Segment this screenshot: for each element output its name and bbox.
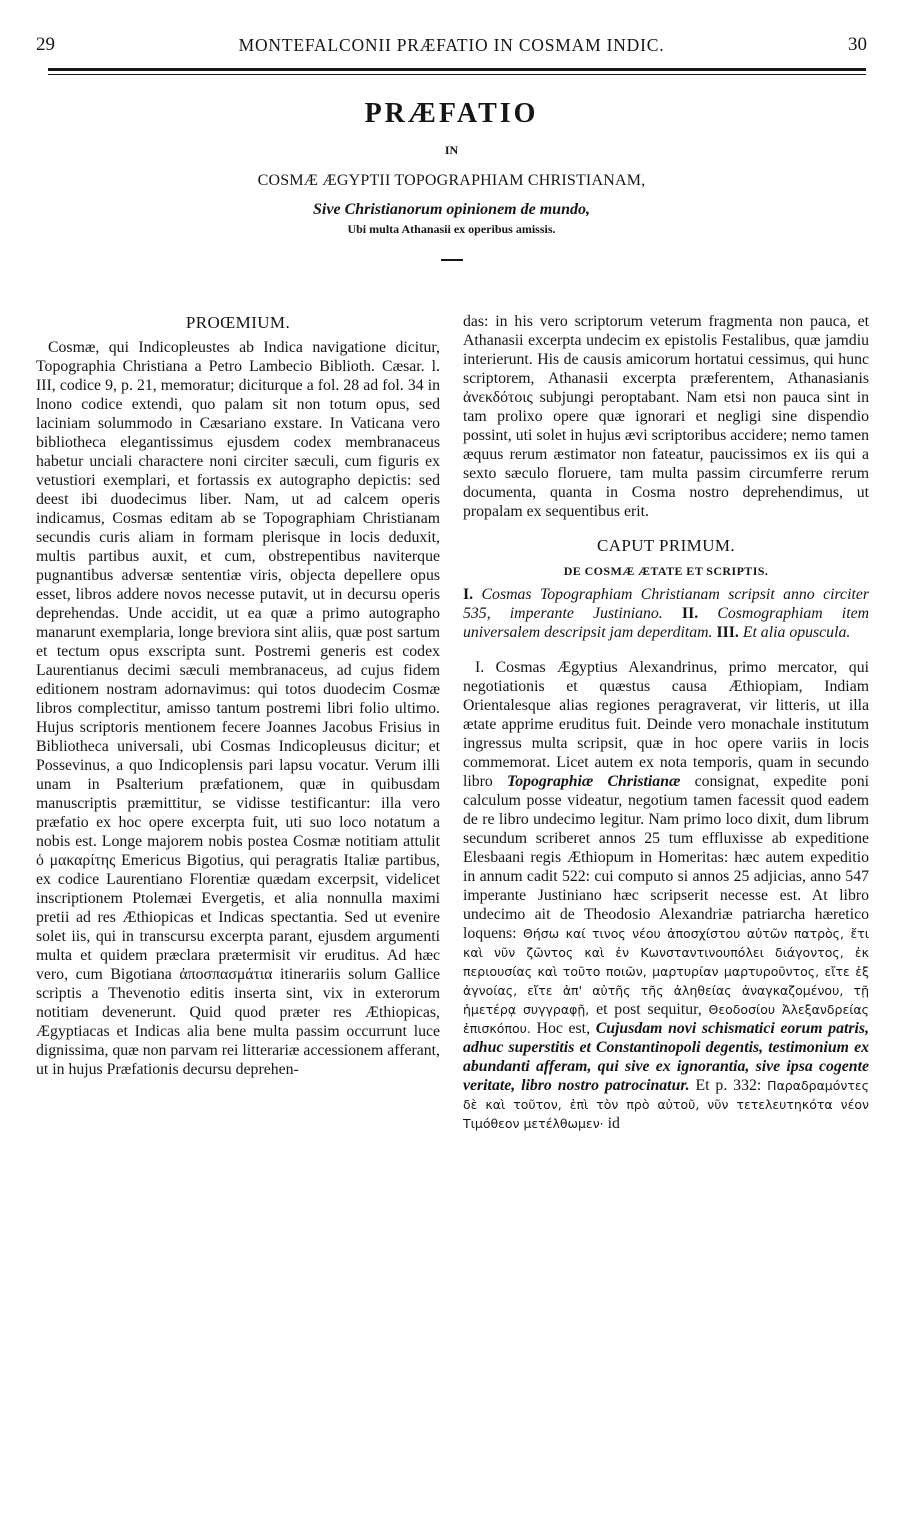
title-subtitle: Sive Christianorum opinionem de mundo, bbox=[313, 201, 590, 218]
title-block bbox=[0, 96, 903, 261]
body-text-2: consignat, expedite poni calculum posse videatur, negotium tamen facessit quod eadem de re libro undecimo legitur. Nam primo loco dixit, dum librum secundum scriberet annos 25 tum effluxisse ab expeditione Elesbaani regis Æthiopum in Homeritas: hæc autem expeditio in annum cadit 522: cui computo si annos 25 adjicias, anno 547 imperante Justiniano hæc scripserit necesse est. At libro undecimo ait de Theodosio Alexandriæ patriarcha hæretico loquens: bbox=[463, 772, 869, 942]
chapter-subheading: DE COSMÆ ÆTATE ET SCRIPTIS. bbox=[563, 564, 769, 578]
body-italic-1: Topographiæ Christianæ bbox=[507, 772, 681, 790]
summary-number-1: I. bbox=[463, 586, 474, 603]
summary-item-3: Et alia opuscula. bbox=[742, 624, 851, 641]
chapter-summary bbox=[463, 585, 869, 642]
chapter-heading: CAPUT PRIMUM. bbox=[596, 536, 736, 555]
right-column bbox=[463, 312, 869, 1133]
greek-quote-1: Θήσω καί τινος νέου ἀποσχίστου αὐτῶν πατρὸς, ἔτι καὶ νῦν ζῶντος καὶ ἐν Κωνσταντινουπόλει διάγοντος, ἐκ περιουσίας καὶ τοῦτο ποιῶν, μαρτυρίαν μαρτυροῦντος, εἴτε ἐξ ἀγνοίας, εἴτε ἀπ' αὐτῆς τῆς ἀληθείας ἀναγκαζομένου, τῇ ἡμετέρᾳ συγγραφῇ, bbox=[463, 925, 869, 1017]
body-text-3: et post sequitur, bbox=[596, 1000, 702, 1018]
body-text-5: Et p. 332: bbox=[695, 1076, 762, 1094]
running-title: MONTEFALCONII PRÆFATIO IN COSMAM INDIC. bbox=[238, 35, 665, 55]
title-note: Ubi multa Athanasii ex operibus amissis. bbox=[347, 222, 556, 236]
summary-number-2: II. bbox=[681, 605, 699, 622]
greek-quote-2: Θεοδοσίου Ἀλεξανδρείας ἐπισκόπου. bbox=[463, 1001, 870, 1036]
running-head bbox=[0, 34, 903, 60]
page-number-right: 30 bbox=[848, 34, 867, 55]
body-italic-2: Cujusdam novi schismatici eorum patris, adhuc superstitis et Constantinopoli degentis, testimonium ex abundanti afferam, qui sive ex ignorantia, sive ipsa cogente veritate, libro nostro patrocinatur. bbox=[463, 1019, 870, 1094]
prooemium-heading: PROŒMIUM. bbox=[185, 313, 291, 332]
summary-item-2: Cosmographiam item universalem descripsit jam deperditam. bbox=[463, 605, 869, 641]
title-in: IN bbox=[444, 143, 459, 157]
body-text-6: id bbox=[607, 1114, 620, 1132]
body-text-4: Hoc est, bbox=[536, 1019, 591, 1037]
body-text-1: I. Cosmas Ægyptius Alexandrinus, primo mercator, qui negotiationis et quæstus causa Æthiopiam, Indiam Orientalesque alias regiones peragraverat, vir litteris, ut illa ætate apprime eruditus fuit. Deinde vero monachale institutum ingressus multa scripsit, quæ in hoc opere variis in locis commemorat. Licet autem ex nota temporis, quam in secundo libro bbox=[463, 658, 869, 790]
summary-item-1: Cosmas Topographiam Christianam scripsit anno circiter 535, imperante Justiniano. bbox=[463, 586, 870, 622]
header-rule-thick bbox=[48, 68, 866, 71]
page-number-left: 29 bbox=[36, 34, 55, 55]
title-subject: COSMÆ ÆGYPTII TOPOGRAPHIAM CHRISTIANAM, bbox=[257, 172, 646, 189]
chapter-body bbox=[463, 658, 869, 1133]
summary-number-3: III. bbox=[716, 624, 739, 641]
greek-quote-3: Παραδραμόντες δὲ καὶ τοῦτον, ἐπὶ τὸν πρὸ αὐτοῦ, νῦν τετελευτηκότα νέον Τιμόθεον μετέλθωμεν· bbox=[463, 1077, 870, 1131]
page-title: PRÆFATIO bbox=[364, 98, 539, 129]
title-dash bbox=[441, 259, 463, 261]
prooemium-continuation: das: in his vero scriptorum veterum fragmenta non pauca, et Athanasii excerpta undecim ex epistolis Festalibus, quæ jamdiu interierunt. His de causis amicorum hortatui cessimus, qui hunc scriptorem, Athanasii excerpta præferentem, Athanasianis ἀνεκδότοις subjungi peroptabant. Nam etsi non pauca sint in tam prolixo opere quæ ignorari et negligi sine dispendio possint, uti solet in hujus ævi scriptoribus accidere; nemo tamen æquus rerum æstimator non fateatur, paucissimos ex iis qui a sexto sæculo floruere, tam multa passim circumferre rerum documenta, quanta in Cosma nostro deprehendimus, ut propalam ex sequentibus erit. bbox=[463, 313, 869, 520]
left-column bbox=[36, 312, 440, 1079]
header-rule-thin bbox=[48, 74, 866, 75]
prooemium-text: Cosmæ, qui Indicopleustes ab Indica navigatione dicitur, Topographia Christiana a Petro Lambecio Biblioth. Cæsar. l. III, codice 9, p. 21, memoratur; diciturque a fol. 28 ad fol. 34 in lnono codice extendi, quo palam sit non totum opus, sed laciniam solummodo in Cæsariano exstare. In Vaticana vero bibliotheca elegantissimus ejusdem codex membranaceus habetur unciali charactere noni circiter sæculi, cum figuris ex vetustiori exemplari, et fortassis ex autographo depictis: sed deest ibi duodecimus liber. Nam, ut ad calcem operis indicamus, Cosmas editam ab se Topographiam Christianam secundis curis aliam in formam plerisque in locis deduxit, multis partibus auxit, et cum, obstrepentibus naviterque pugnantibus adversæ sententiæ viris, objecta depellere opus esset, libros addere novos necesse putavit, ut in decursu operis deprehendas. Unde accidit, ut ea quæ a primo autographo manarunt exemplaria, longe breviora sint aliis, quæ post sartum et tectum opus exscripta sunt. Postremi generis est codex Laurentianus decimi sæculi membranaceus, ad cujus fidem editionem nostram adornavimus: qui totos duodecim Cosmæ libros complectitur, amisso tantum postremi libri folio ultimo. Hujus scriptoris mentionem fecere Joannes Jacobus Frisius in Bibliotheca universali, ubi Cosmas Indicopleusus dicitur; et Possevinus, a quo Indicoplensis pari lapsu vocatur. Verum illi unam in Psalterium præfationem, quæ in quibusdam manuscriptis præmittitur, se vidisse testificantur: illa vero præfatio ex hoc opere excerpta fuit, uti suo loco notatum a nobis est. Longe majorem nobis postea Cosmæ notitiam attulit ὁ μακαρίτης Emericus Bigotius, qui peragratis Italiæ partibus, ex codice Laurentiano Florentiæ quædam excerpsit, videlicet inscriptionem Ptolemæi Evergetis, et alia nonnulla maximi pretii ad res Æthiopicas et Indicas spectantia. Sed ut evenire solet iis, qui in transcursu excerpta parant, ejusdem argumenti multa et quidem præclara prætermisit vir eruditus. Ad hæc vero, cum Bigotiana ἀποσπασμάτια itinerariis solum Gallice scriptis a Thevenotio editis inserta sint, vix in exterorum notitiam devenerunt. Quid quod præter res Æthiopicas, Ægyptiacas et Indicas alia bene multa passim occurrunt luce dignissima, quæ non parvam rei litterariæ accessionem afferant, ut in hujus Præfationis decursu deprehen- bbox=[36, 339, 440, 1078]
